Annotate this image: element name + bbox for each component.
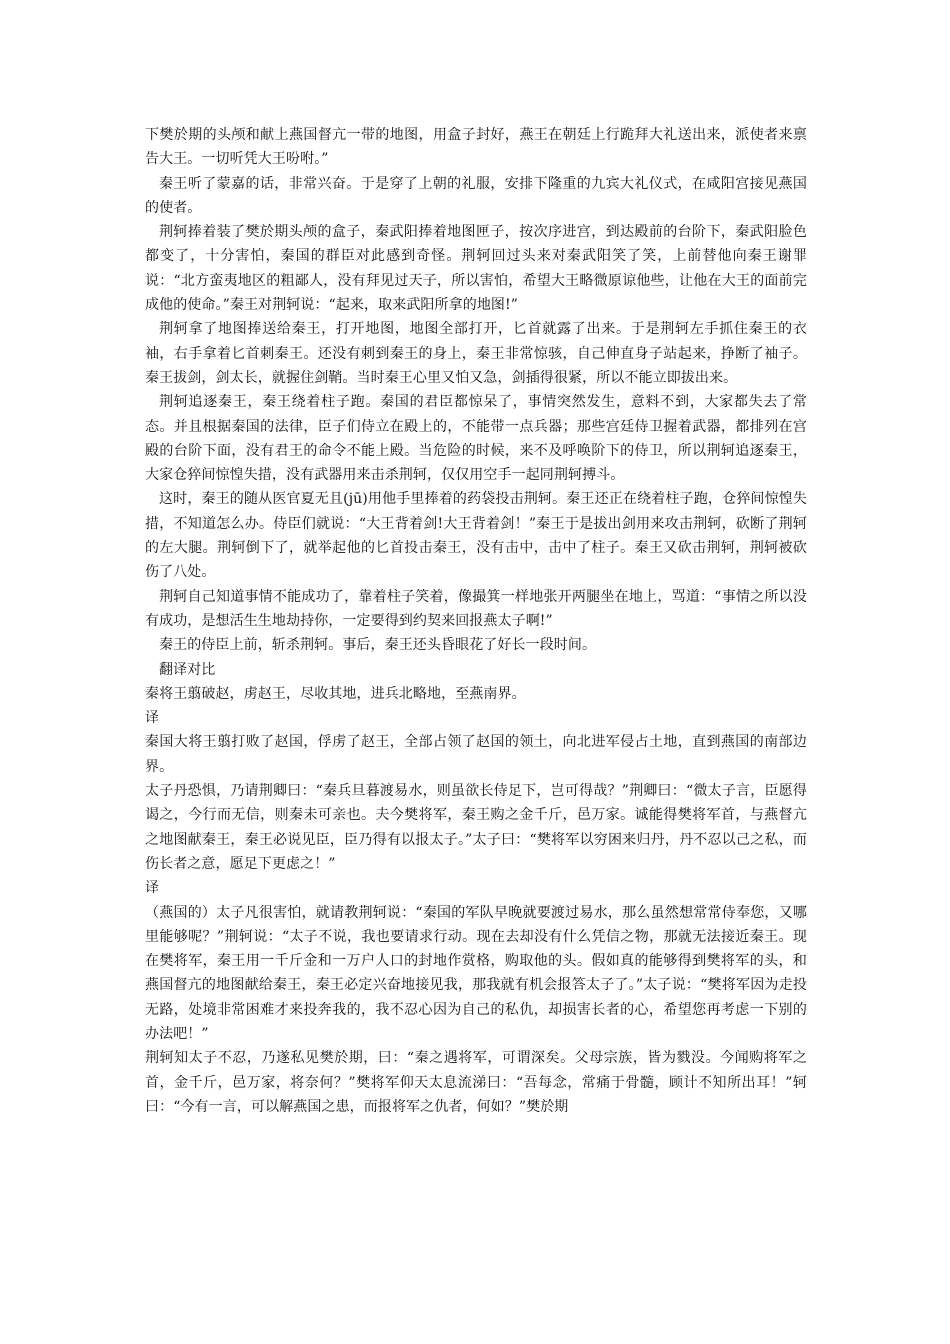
paragraph: 秦王听了蒙嘉的话，非常兴奋。于是穿了上朝的礼服，安排下隆重的九宾大礼仪式，在咸阳宫接见燕国的使者。: [145, 175, 807, 216]
source-paragraph: 秦将王翦破赵，虏赵王，尽收其地，进兵北略地，至燕南界。: [145, 685, 526, 702]
translation-paragraph: （燕国的）太子凡很害怕，就请教荆轲说：“秦国的军队早晚就要渡过易水，那么虽然想常常侍奉您，又哪里能够呢？”荆轲说：“太子不说，我也要请求行动。现在去却没有什么凭信之物，那就无法接近秦王。现在樊将军，秦王用一千斤金和一万户人口的封地作赏格，购取他的头。假如真的能够得到樊将军的头，和燕国督亢的地图献给秦王，秦王必定兴奋地接见我，那我就有机会报答太子了。”太子说：“樊将军因为走投无路，处境非常困难才来投奔我的，我不忍心因为自己的私仇，却损害长者的心，希望您再考虑一下别的办法吧！”: [145, 904, 807, 1042]
translation-paragraph: 秦国大将王翦打败了赵国，俘虏了赵王，全部占领了赵国的领土，向北进军侵占土地，直到燕国的南部边界。: [145, 734, 807, 775]
paragraph: 下樊於期的头颅和献上燕国督亢一带的地图，用盒子封好，燕王在朝廷上行跪拜大礼送出来，派使者来禀告大王。一切听凭大王吩咐。”: [145, 127, 807, 168]
document-page: [145, 123, 807, 1119]
translation-label: 译: [145, 880, 160, 897]
source-paragraph: 荆轲知太子不忍，乃遂私见樊於期，曰：“秦之遇将军，可谓深矣。父母宗族，皆为戮没。今闻购将军之首，金千斤，邑万家，将奈何？”樊将军仰天太息流涕曰：“吾每念，常痛于骨髓，顾计不知所出耳！”轲曰：“今有一言，可以解燕国之患，而报将军之仇者，何如？”樊於期: [145, 1050, 807, 1115]
paragraph: 荆轲追逐秦王，秦王绕着柱子跑。秦国的君臣都惊呆了，事情突然发生，意料不到，大家都失去了常态。并且根据秦国的法律，臣子们侍立在殿上的，不能带一点兵器；那些宫廷侍卫握着武器，都排列在宫殿的台阶下面，没有君王的命令不能上殿。当危险的时候，来不及呼唤阶下的侍卫，所以荆轲追逐秦王，大家仓猝间惊惶失措，没有武器用来击杀荆轲，仅仅用空手一起同荆轲搏斗。: [145, 394, 807, 484]
source-paragraph: 太子丹恐惧，乃请荆卿曰：“秦兵旦暮渡易水，则虽欲长侍足下，岂可得哉？”荆卿曰：“微太子言，臣愿得谒之，今行而无信，则秦未可亲也。夫今樊将军，秦王购之金千斤，邑万家。诚能得樊将军首，与燕督亢之地图献秦王，秦王必说见臣，臣乃得有以报太子。”太子曰：“樊将军以穷困来归丹，丹不忍以己之私，而伤长者之意，愿足下更虑之！”: [145, 783, 807, 872]
translation-label: 译: [145, 710, 160, 727]
paragraph: 这时，秦王的随从医官夏无且(jū)用他手里捧着的药袋投击荆轲。秦王还正在绕着柱子跑，仓猝间惊惶失措，不知道怎么办。侍臣们就说：“大王背着剑!大王背着剑！”秦王于是拔出剑用来攻击荆轲，砍断了荆轲的左大腿。荆轲倒下了，就举起他的匕首投击秦王，没有击中，击中了柱子。秦王又砍击荆轲，荆轲被砍伤了八处。: [145, 491, 807, 581]
paragraph: 荆轲自己知道事情不能成功了，靠着柱子笑着，像撮箕一样地张开两腿坐在地上，骂道：“事情之所以没有成功，是想活生生地劫持你，一定要得到约契来回报燕太子啊!”: [145, 588, 807, 629]
paragraph: 荆轲捧着装了樊於期头颅的盒子，秦武阳捧着地图匣子，按次序进宫，到达殿前的台阶下，秦武阳脸色都变了，十分害怕，秦国的群臣对此感到奇怪。荆轲回过头来对秦武阳笑了笑，上前替他向秦王谢罪说：“北方蛮夷地区的粗鄙人，没有拜见过天子，所以害怕，希望大王略微原谅他些，让他在大王的面前完成他的使命。”秦王对荆轲说：“起来，取来武阳所拿的地图!”: [145, 224, 807, 314]
paragraph: 荆轲拿了地图捧送给秦王，打开地图，地图全部打开，匕首就露了出来。于是荆轲左手抓住秦王的衣袖，右手拿着匕首刺秦王。还没有刺到秦王的身上，秦王非常惊骇，自己伸直身子站起来，挣断了袖子。秦王拔剑，剑太长，就握住剑鞘。当时秦王心里又怕又急，剑插得很紧，所以不能立即拔出来。: [145, 321, 807, 386]
section-heading: 翻译对比: [159, 661, 216, 678]
paragraph: 秦王的侍臣上前，斩杀荆轲。事后，秦王还头昏眼花了好长一段时间。: [159, 637, 597, 654]
